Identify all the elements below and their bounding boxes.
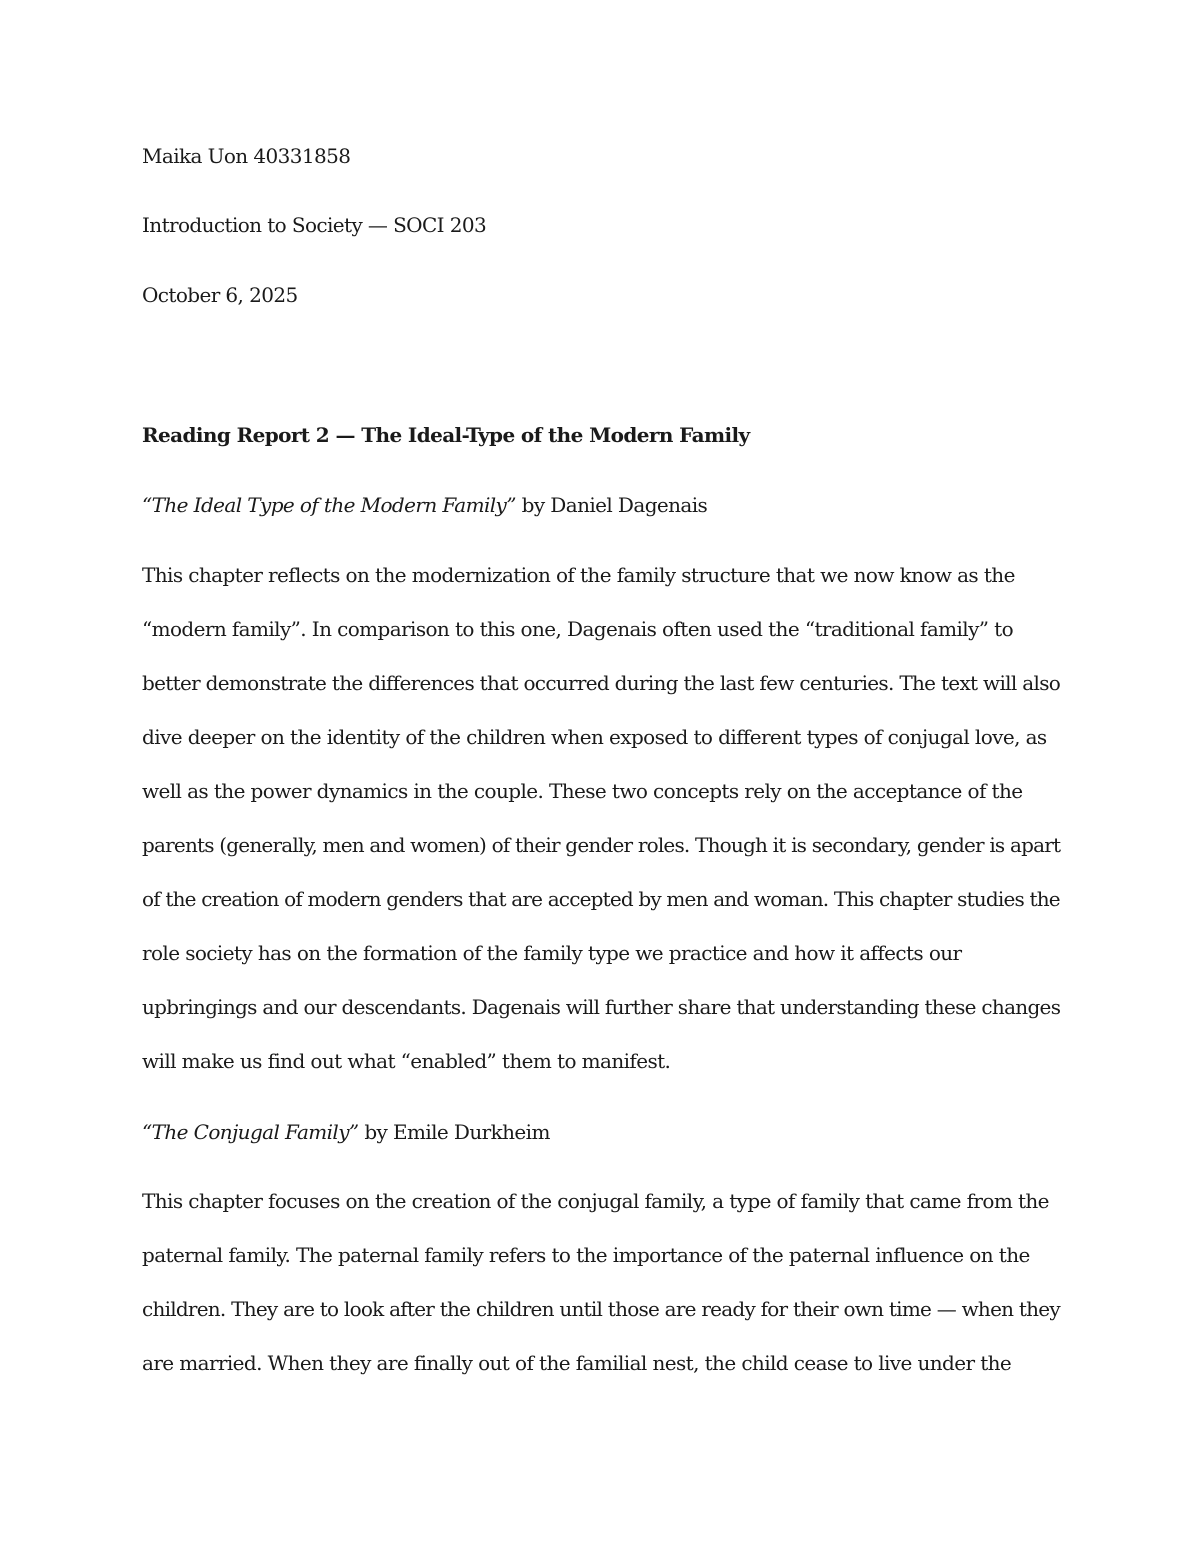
- section2-line: paternal family. The paternal family refers to the importance of the paternal influence on the: [142, 1243, 1030, 1267]
- section2-line: This chapter focuses on the creation of the conjugal family, a type of family that came from the: [142, 1189, 1049, 1213]
- section1-line: of the creation of modern genders that are accepted by men and woman. This chapter studies the: [142, 887, 1060, 911]
- section1-line: “modern family”. In comparison to this one, Dagenais often used the “traditional family” to: [142, 617, 1014, 641]
- student-name-id: Maika Uon 40331858: [142, 144, 351, 168]
- report-date: October 6, 2025: [142, 283, 298, 307]
- section2-work-title: “The Conjugal Family”: [142, 1120, 359, 1144]
- report-title: Reading Report 2 — The Ideal-Type of the Modern Family: [142, 423, 750, 447]
- section1-heading: [142, 491, 707, 519]
- section1-line: parents (generally, men and women) of their gender roles. Though it is secondary, gender is apart: [142, 833, 1061, 857]
- section1-line: role society has on the formation of the family type we practice and how it affects our: [142, 941, 962, 965]
- section1-line: well as the power dynamics in the couple. These two concepts rely on the acceptance of the: [142, 779, 1023, 803]
- section1-work-title: “The Ideal Type of the Modern Family”: [142, 493, 516, 517]
- section1-byline: by Daniel Dagenais: [515, 493, 708, 517]
- section1-line: upbringings and our descendants. Dagenais will further share that understanding these changes: [142, 995, 1061, 1019]
- section1-line: This chapter reflects on the modernization of the family structure that we now know as the: [142, 563, 1015, 587]
- course-name: Introduction to Society — SOCI 203: [142, 213, 487, 237]
- section1-line: will make us find out what “enabled” them to manifest.: [142, 1049, 671, 1073]
- section2-line: are married. When they are finally out of the familial nest, the child cease to live under the: [142, 1351, 1012, 1375]
- section1-line: better demonstrate the differences that occurred during the last few centuries. The text will also: [142, 671, 1061, 695]
- section2-line: children. They are to look after the children until those are ready for their own time — when they: [142, 1297, 1060, 1321]
- section2-byline: by Emile Durkheim: [358, 1120, 550, 1144]
- section2-heading: [142, 1118, 550, 1146]
- section1-line: dive deeper on the identity of the children when exposed to different types of conjugal love, as: [142, 725, 1047, 749]
